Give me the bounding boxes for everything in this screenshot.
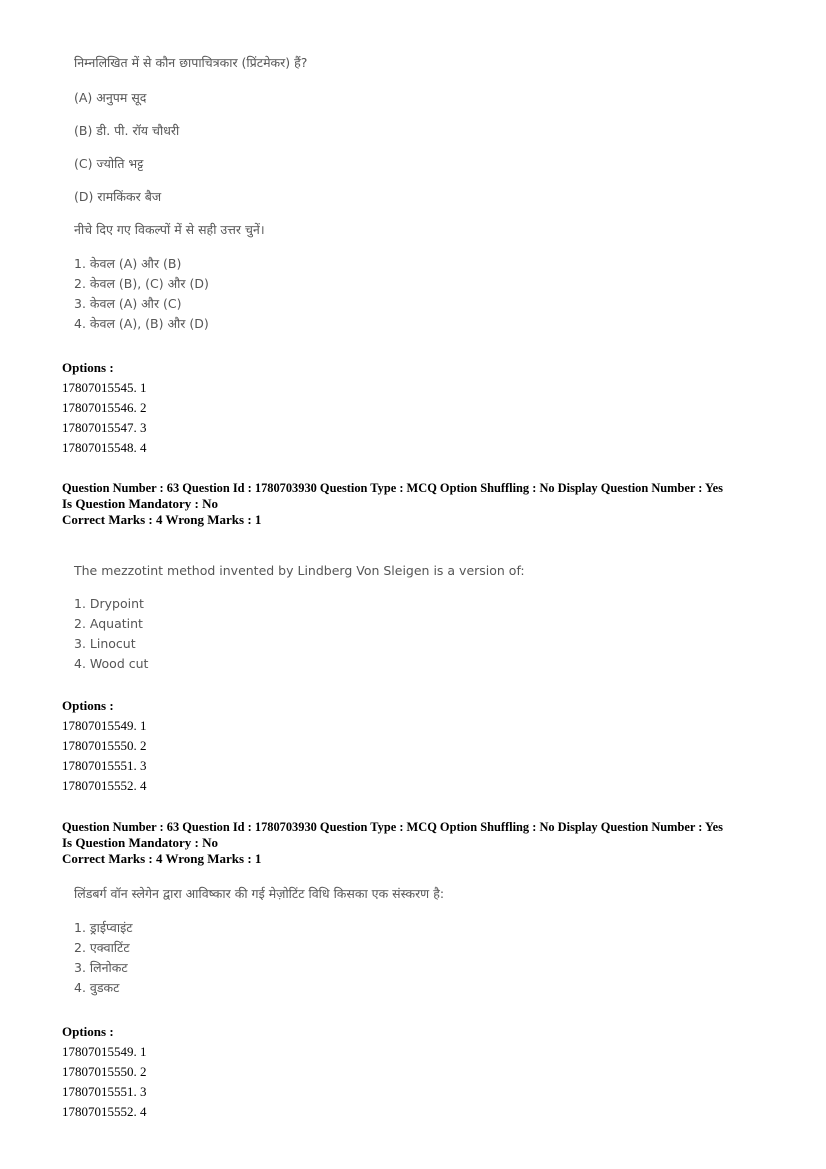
question-stem: निम्नलिखित में से कौन छापाचित्रकार (प्रिंटमेकर) हैं? xyxy=(74,55,308,70)
statement-b: (B) डी. पी. रॉय चौधरी xyxy=(74,123,180,138)
question-stem: The mezzotint method invented by Lindberg Von Sleigen is a version of: xyxy=(74,563,525,578)
options-block xyxy=(62,358,147,458)
choice-3: 3. केवल (A) और (C) xyxy=(74,296,182,311)
choice-4: 4. वुडकट xyxy=(74,980,120,995)
option-row: 17807015551. 3 xyxy=(62,1084,147,1099)
question-header xyxy=(62,819,723,867)
options-label: Options : xyxy=(62,360,114,375)
question-mandatory-line: Is Question Mandatory : No xyxy=(62,835,219,850)
choice-2: 2. केवल (B), (C) और (D) xyxy=(74,276,209,291)
choice-2: 2. Aquatint xyxy=(74,616,143,631)
choice-1: 1. केवल (A) और (B) xyxy=(74,256,182,271)
options-label: Options : xyxy=(62,698,114,713)
choice-4: 4. केवल (A), (B) और (D) xyxy=(74,316,209,331)
option-row: 17807015548. 4 xyxy=(62,440,147,455)
option-row: 17807015552. 4 xyxy=(62,778,147,793)
option-row: 17807015549. 1 xyxy=(62,1044,147,1059)
statement-c: (C) ज्योति भट्ट xyxy=(74,156,144,171)
choice-4: 4. Wood cut xyxy=(74,656,149,671)
option-row: 17807015551. 3 xyxy=(62,758,147,773)
option-row: 17807015550. 2 xyxy=(62,1064,147,1079)
option-row: 17807015547. 3 xyxy=(62,420,147,435)
question-meta-line: Question Number : 63 Question Id : 1780703930 Question Type : MCQ Option Shuffling : No Display Question Number : Yes xyxy=(62,820,723,834)
options-label: Options : xyxy=(62,1024,114,1039)
statement-a: (A) अनुपम सूद xyxy=(74,90,147,105)
option-row: 17807015552. 4 xyxy=(62,1104,147,1119)
choice-3: 3. Linocut xyxy=(74,636,136,651)
statement-d: (D) रामकिंकर बैज xyxy=(74,189,162,204)
option-row: 17807015550. 2 xyxy=(62,738,147,753)
choice-2: 2. एक्वाटिंट xyxy=(74,940,130,955)
instruction-text: नीचे दिए गए विकल्पों में से सही उत्तर चुनें। xyxy=(74,222,265,237)
choice-1: 1. Drypoint xyxy=(74,596,144,611)
question-meta-line: Question Number : 63 Question Id : 1780703930 Question Type : MCQ Option Shuffling : No Display Question Number : Yes xyxy=(62,481,723,495)
option-row: 17807015549. 1 xyxy=(62,718,147,733)
option-row: 17807015546. 2 xyxy=(62,400,147,415)
question-header xyxy=(62,480,723,528)
question-marks-line: Correct Marks : 4 Wrong Marks : 1 xyxy=(62,851,262,866)
options-block xyxy=(62,696,147,796)
option-row: 17807015545. 1 xyxy=(62,380,147,395)
question-mandatory-line: Is Question Mandatory : No xyxy=(62,496,219,511)
choice-1: 1. ड्राईप्वाइंट xyxy=(74,920,133,935)
question-marks-line: Correct Marks : 4 Wrong Marks : 1 xyxy=(62,512,262,527)
options-block xyxy=(62,1022,147,1122)
question-stem: लिंडबर्ग वॉन स्लेगेन द्वारा आविष्कार की गई मेज़ोटिंट विधि किसका एक संस्करण है: xyxy=(74,886,445,901)
choice-3: 3. लिनोकट xyxy=(74,960,128,975)
